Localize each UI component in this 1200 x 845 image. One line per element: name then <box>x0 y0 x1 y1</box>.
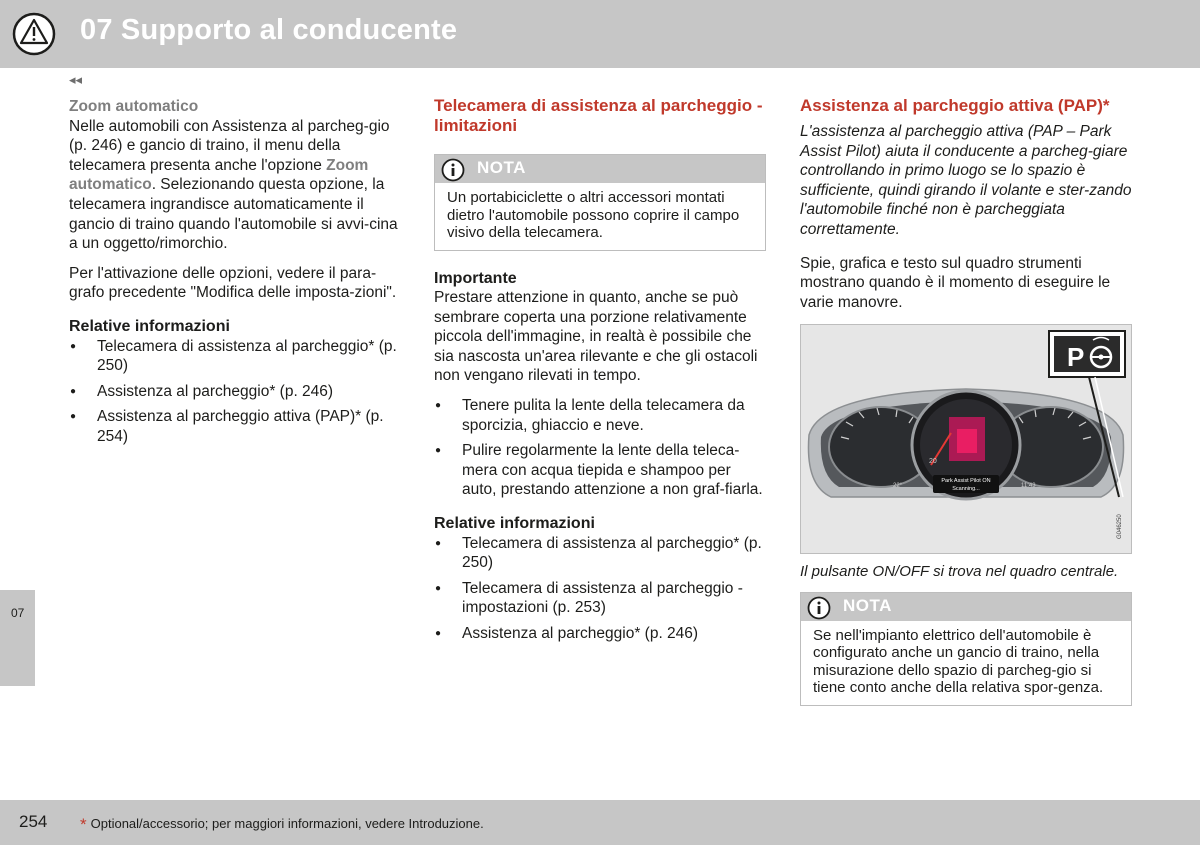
intro-text: L'assistenza al parcheggio attiva (PAP – Park Assist Pilot) aiuta il conducente a parcheg-giare controllando in primo luogo se lo spazio è sufficiente, quindi girando il volante e ster-zando l'automobile finché non è parcheggiata correttamente. <box>800 123 1132 238</box>
important-title: Importante <box>434 269 517 287</box>
related-link[interactable]: ● Telecamera di assistenza al parcheggio* (p. 250) <box>69 337 399 376</box>
related-link[interactable]: ● Assistenza al parcheggio* (p. 246) <box>69 382 399 402</box>
figure-code: G046250 <box>1117 514 1123 540</box>
previous-page-marker[interactable]: ◂◂ <box>69 72 83 87</box>
related-list <box>69 337 399 447</box>
zoom-title: Zoom automatico <box>69 98 199 115</box>
bullet-item: ● Pulire regolarmente la lente della teleca-mera con acqua tiepida e shampoo per auto, prestando attenzione a non graf-fiarla. <box>434 441 766 500</box>
speed-readout: 20 <box>929 458 937 466</box>
info-icon <box>807 596 831 620</box>
section-title: Assistenza al parcheggio attiva (PAP)* <box>800 96 1110 115</box>
footer-note-text: Optional/accessorio; per maggiori informazioni, vedere Introduzione. <box>90 816 484 831</box>
note-header <box>435 155 765 183</box>
note-text: Un portabiciclette o altri accessori montati dietro l'automobile possono coprire il campo visivo della telecamera. <box>447 189 740 241</box>
column-2 <box>434 96 766 650</box>
note-label: NOTA <box>843 595 892 615</box>
optional-star: * <box>80 815 87 834</box>
figure-caption: Il pulsante ON/OFF si trova nel quadro centrale. <box>800 563 1119 581</box>
screen-line-2: Scanning... <box>952 486 980 493</box>
note-box <box>434 154 766 251</box>
chapter-title: 07 Supporto al conducente <box>80 14 458 46</box>
zoom-paragraph: Nelle automobili con Assistenza al parcheg-gio (p. 246) e gancio di traino, il menu della telecamera presenta anche l'opzione Zoom automatico. Selezionando questa opzione, la telecamera ingrandisce automaticamente il gancio di traino quando l'automobile si avvi-cina a un oggetto/rimorchio. <box>69 117 398 253</box>
related-link[interactable]: ● Assistenza al parcheggio attiva (PAP)* (p. 254) <box>69 407 399 446</box>
screen-line-1: Park Assist Pilot ON <box>941 478 991 485</box>
instrument-cluster-illustration <box>801 325 1131 553</box>
footer-note <box>80 815 484 835</box>
note-box <box>800 592 1132 706</box>
temp-readout: 22° <box>893 483 903 490</box>
time-readout: 11:43 <box>1021 483 1036 490</box>
cleaning-list <box>434 396 766 500</box>
zoom-option-highlight: Zoom automatico <box>69 156 369 194</box>
related-list <box>434 534 766 644</box>
column-1 <box>69 97 399 453</box>
column-3 <box>800 96 1132 724</box>
bullet-item: ● Tenere pulita la lente della telecamera da sporcizia, ghiaccio e neve. <box>434 396 766 435</box>
related-link[interactable]: ● Assistenza al parcheggio* (p. 246) <box>434 624 766 644</box>
warning-triangle-icon <box>0 0 68 68</box>
related-link[interactable]: ● Telecamera di assistenza al parcheggio - impostazioni (p. 253) <box>434 579 766 618</box>
related-title: Relative informazioni <box>69 317 230 335</box>
page-number: 254 <box>19 812 48 831</box>
activation-paragraph: Per l'attivazione delle opzioni, vedere il para-grafo precedente "Modifica delle imposta-zioni". <box>69 264 397 302</box>
pap-button-label: P <box>1067 342 1085 373</box>
related-title: Relative informazioni <box>434 515 595 533</box>
chapter-tab[interactable] <box>0 590 35 686</box>
note-label: NOTA <box>477 158 526 177</box>
note-header <box>801 593 1131 621</box>
chapter-tab-label: 07 <box>11 606 25 620</box>
important-text: Prestare attenzione in quanto, anche se può sembrare coperta una porzione relativamente piccola dell'immagine, in realtà è possibile che sia nascosta un'area rilevante e che gli ostacoli non vengano rilevati in tempo. <box>434 289 758 385</box>
header-icon-box <box>0 0 68 68</box>
chapter-header <box>0 0 1200 68</box>
instrument-cluster-figure <box>800 324 1132 554</box>
note-text: Se nell'impianto elettrico dell'automobile è configurato anche un gancio di traino, nella misurazione dello spazio di parcheg-gio si tiene conto anche della relativa spor-genza. <box>813 626 1104 697</box>
instrument-text: Spie, grafica e testo sul quadro strumenti mostrano quando è il momento di eseguire le varie manovre. <box>800 254 1111 311</box>
info-icon <box>441 158 465 182</box>
section-title: Telecamera di assistenza al parcheggio - limitazioni <box>434 96 763 135</box>
related-link[interactable]: ● Telecamera di assistenza al parcheggio* (p. 250) <box>434 534 766 573</box>
